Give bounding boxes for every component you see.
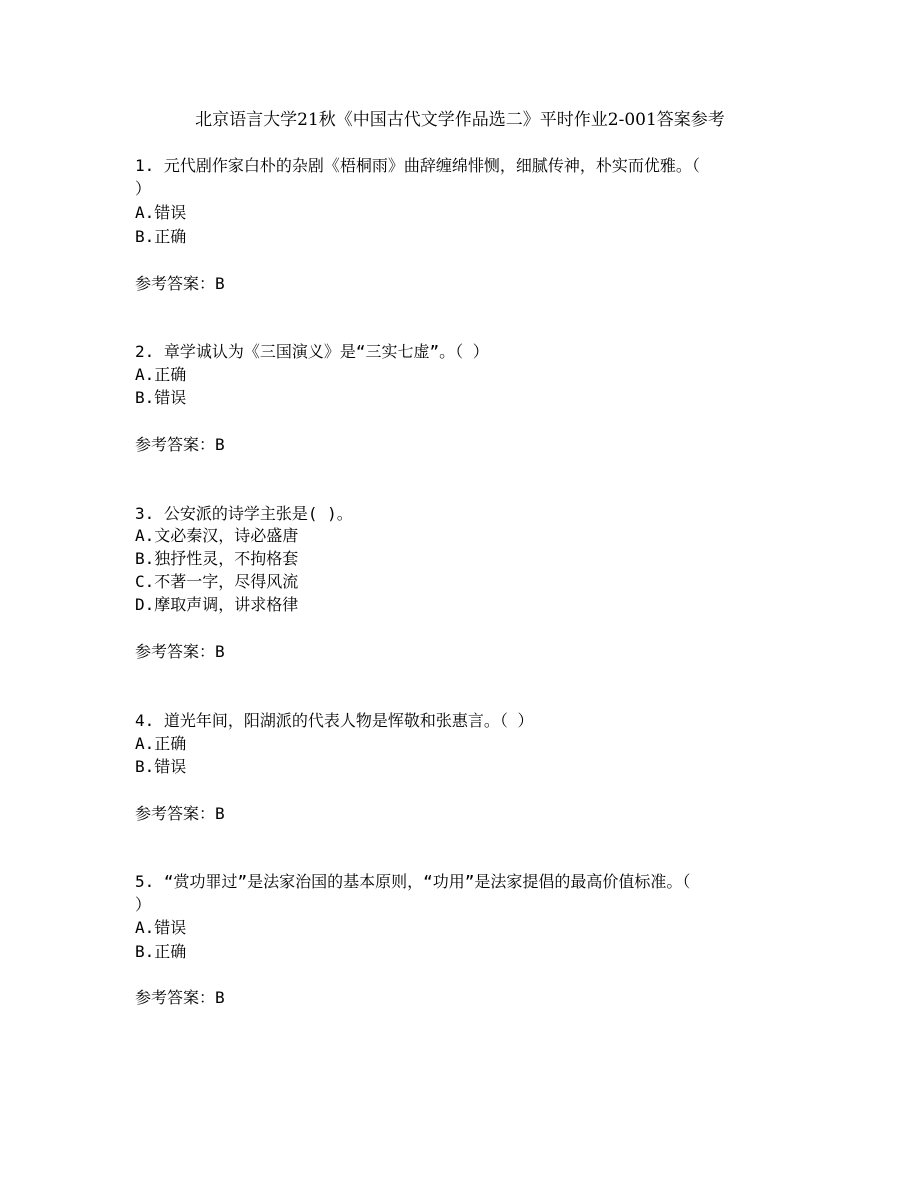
question-4-stem: 4. 道光年间，阳湖派的代表人物是恽敬和张惠言。（ ）: [135, 711, 534, 730]
question-3-option-a: A.文必秦汉，诗必盛唐: [135, 526, 299, 545]
question-5-answer: 参考答案：B: [135, 988, 225, 1007]
question-5-option-a: A.错误: [135, 918, 187, 937]
question-2-option-a: A.正确: [135, 365, 187, 384]
question-1-option-b: B.正确: [135, 227, 187, 246]
question-4-option-b: B.错误: [135, 757, 187, 776]
question-3-answer: 参考答案：B: [135, 642, 225, 661]
question-2-answer: 参考答案：B: [135, 435, 225, 454]
question-3-option-d: D.摩取声调，讲求格律: [135, 595, 299, 614]
question-1-option-a: A.错误: [135, 203, 187, 222]
question-2-stem: 2. 章学诚认为《三国演义》是“三实七虚”。（ ）: [135, 342, 489, 361]
question-1-stem-line-1: 1. 元代剧作家白朴的杂剧《梧桐雨》曲辞缠绵悱恻，细腻传神，朴实而优雅。（: [135, 156, 700, 175]
question-3-option-c: C.不著一字，尽得风流: [135, 572, 299, 591]
question-5-option-b: B.正确: [135, 942, 187, 961]
question-3-stem: 3. 公安派的诗学主张是( )。: [135, 504, 353, 523]
question-1-answer: 参考答案：B: [135, 274, 225, 293]
question-2-option-b: B.错误: [135, 388, 187, 407]
question-5-stem-line-2: ）: [135, 895, 152, 914]
document-title: 北京语言大学21秋《中国古代文学作品选二》平时作业2-001答案参考: [195, 110, 725, 130]
question-5-stem-line-1: 5. “赏功罪过”是法家治国的基本原则，“功用”是法家提倡的最高价值标准。（: [135, 872, 691, 891]
question-3-option-b: B.独抒性灵，不拘格套: [135, 549, 299, 568]
question-4-answer: 参考答案：B: [135, 804, 225, 823]
question-1-stem-line-2: ）: [135, 179, 152, 198]
question-4-option-a: A.正确: [135, 734, 187, 753]
